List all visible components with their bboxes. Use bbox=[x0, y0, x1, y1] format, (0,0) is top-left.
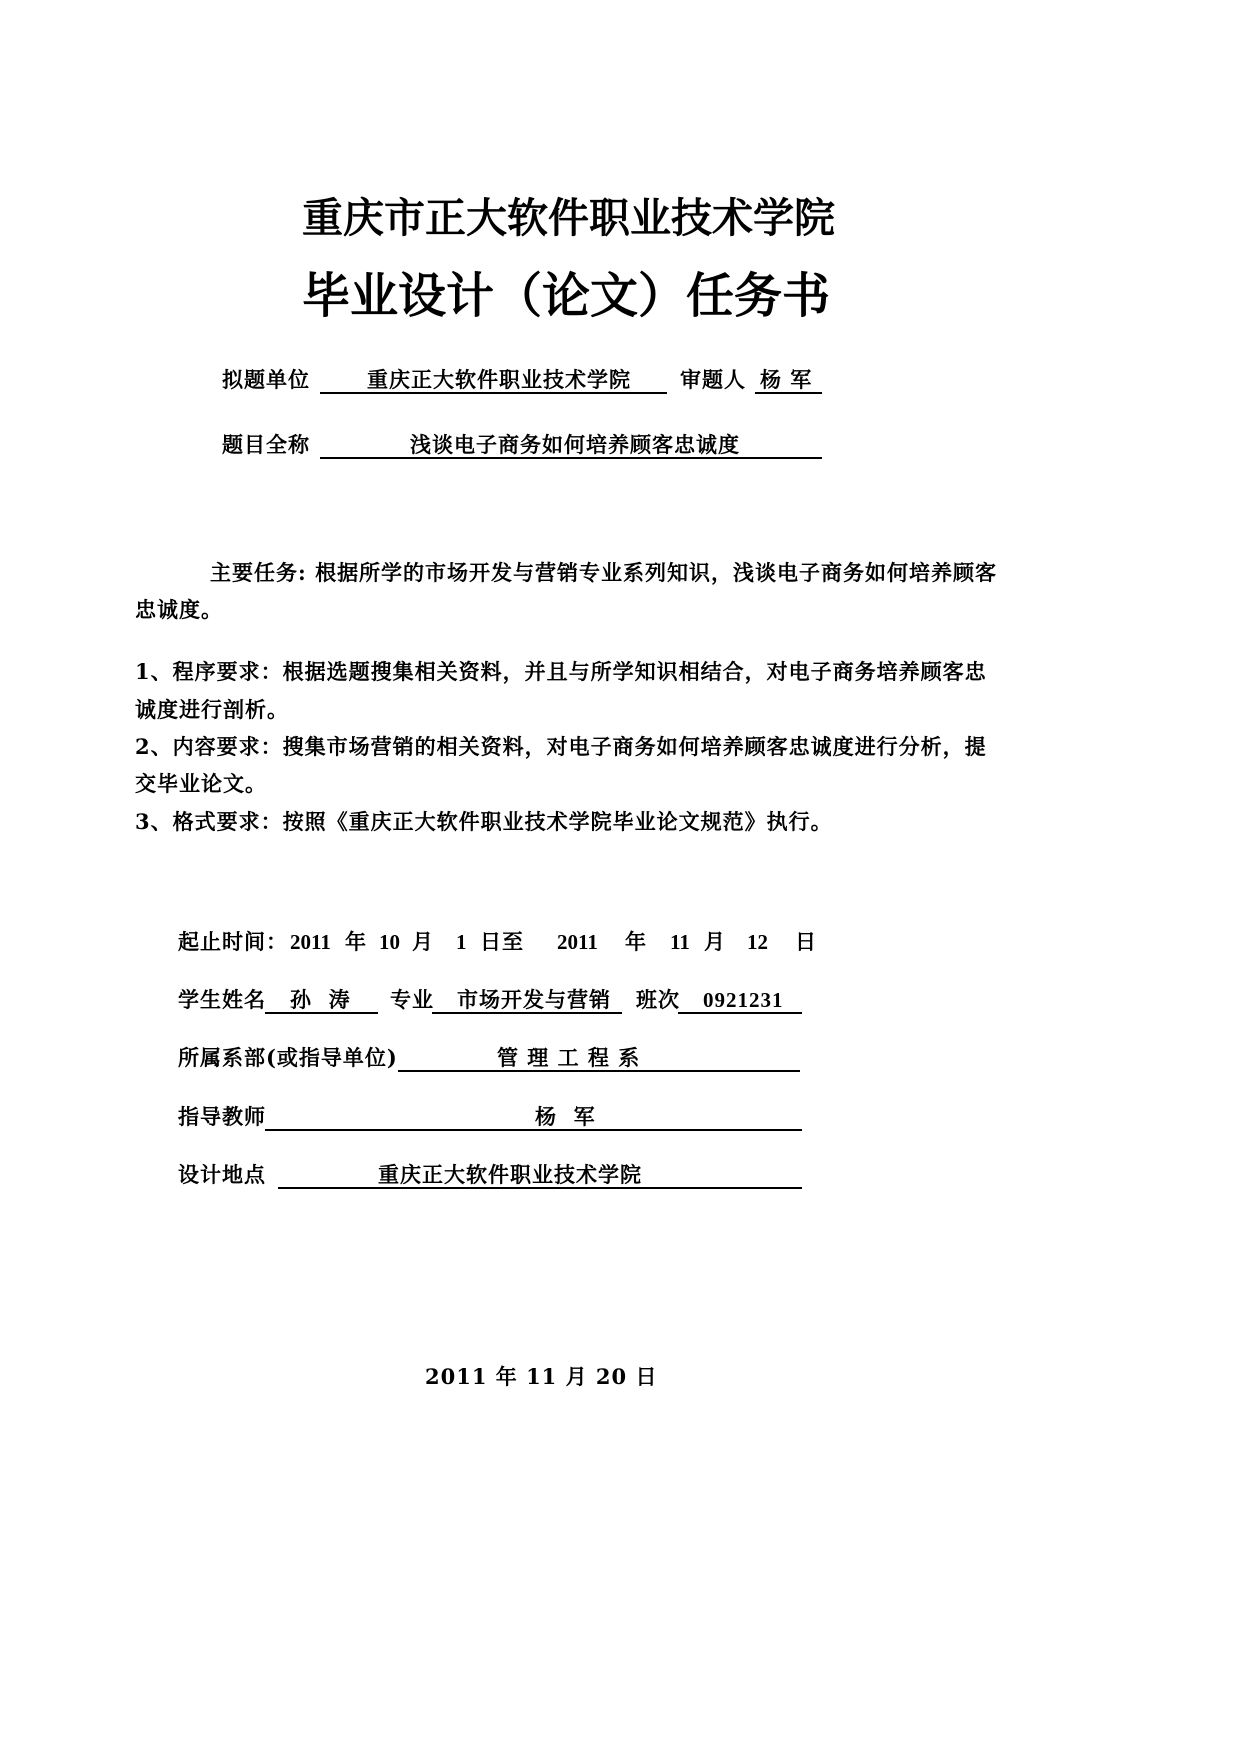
class-value: 0921231 bbox=[703, 988, 784, 1012]
location-row bbox=[0, 1163, 1241, 1189]
class-field bbox=[678, 988, 802, 1014]
requirement-2-line-2: 交毕业论文。 bbox=[135, 771, 267, 796]
requirement-1-line-1: 1、程序要求：根据选题搜集相关资料，并且与所学知识相结合，对电子商务培养顾客忠 bbox=[135, 659, 987, 684]
end-month-unit: 月 bbox=[704, 929, 726, 954]
advisor-label: 指导教师 bbox=[178, 1104, 266, 1129]
major-value: 市场开发与营销 bbox=[457, 987, 611, 1012]
unit-value: 重庆正大软件职业技术学院 bbox=[367, 367, 631, 392]
unit-reviewer-row bbox=[0, 368, 1241, 394]
student-row bbox=[0, 988, 1241, 1014]
student-name-label: 学生姓名 bbox=[178, 987, 266, 1012]
start-year-unit: 年 bbox=[345, 929, 367, 954]
major-label: 专业 bbox=[390, 987, 434, 1012]
location-value: 重庆正大软件职业技术学院 bbox=[378, 1162, 642, 1187]
start-month-unit: 月 bbox=[412, 929, 434, 954]
reviewer-value: 杨 军 bbox=[760, 367, 813, 392]
advisor-row bbox=[0, 1105, 1241, 1131]
end-day: 12 bbox=[747, 930, 768, 954]
start-month: 10 bbox=[379, 930, 400, 954]
document-title: 毕业设计（论文）任务书 bbox=[302, 268, 831, 324]
location-field bbox=[278, 1163, 802, 1189]
end-month: 11 bbox=[670, 930, 690, 954]
period-row bbox=[0, 930, 1241, 956]
end-day-unit: 日 bbox=[795, 929, 817, 954]
requirement-3-line-1: 3、格式要求：按照《重庆正大软件职业技术学院毕业论文规范》执行。 bbox=[135, 809, 833, 834]
end-year: 2011 bbox=[557, 930, 598, 954]
topic-label: 题目全称 bbox=[222, 432, 310, 457]
reviewer-field bbox=[755, 368, 822, 394]
topic-field bbox=[320, 433, 822, 459]
student-name-value: 孙 涛 bbox=[290, 987, 351, 1012]
location-label: 设计地点 bbox=[178, 1162, 266, 1187]
department-label: 所属系部(或指导单位) bbox=[178, 1045, 398, 1070]
period-label: 起止时间： bbox=[178, 929, 288, 954]
advisor-value: 杨 军 bbox=[535, 1104, 596, 1129]
topic-row bbox=[0, 433, 1241, 459]
department-row bbox=[0, 1046, 1241, 1072]
major-field bbox=[432, 988, 622, 1014]
unit-label: 拟题单位 bbox=[222, 367, 310, 392]
main-task-line-2: 忠诚度。 bbox=[135, 597, 223, 622]
start-year: 2011 bbox=[290, 930, 331, 954]
issue-date: 2011 年 11 月 20 日 bbox=[425, 1364, 658, 1389]
main-task-line-1: 主要任务: 根据所学的市场开发与营销专业系列知识，浅谈电子商务如何培养顾客 bbox=[210, 560, 998, 585]
start-day: 1 bbox=[456, 930, 467, 954]
reviewer-label: 审题人 bbox=[680, 367, 746, 392]
student-name-field bbox=[265, 988, 378, 1014]
requirement-2-line-1: 2、内容要求：搜集市场营销的相关资料，对电子商务如何培养顾客忠诚度进行分析，提 bbox=[135, 734, 987, 759]
period-to: 日至 bbox=[480, 929, 524, 954]
advisor-field bbox=[265, 1105, 802, 1131]
unit-field bbox=[320, 368, 667, 394]
department-field bbox=[398, 1046, 800, 1072]
department-value: 管 理 工 程 系 bbox=[497, 1045, 641, 1070]
class-label: 班次 bbox=[636, 987, 680, 1012]
topic-value: 浅谈电子商务如何培养顾客忠诚度 bbox=[410, 432, 740, 457]
end-year-unit: 年 bbox=[625, 929, 647, 954]
college-title: 重庆市正大软件职业技术学院 bbox=[302, 194, 835, 242]
requirement-1-line-2: 诚度进行剖析。 bbox=[135, 697, 289, 722]
